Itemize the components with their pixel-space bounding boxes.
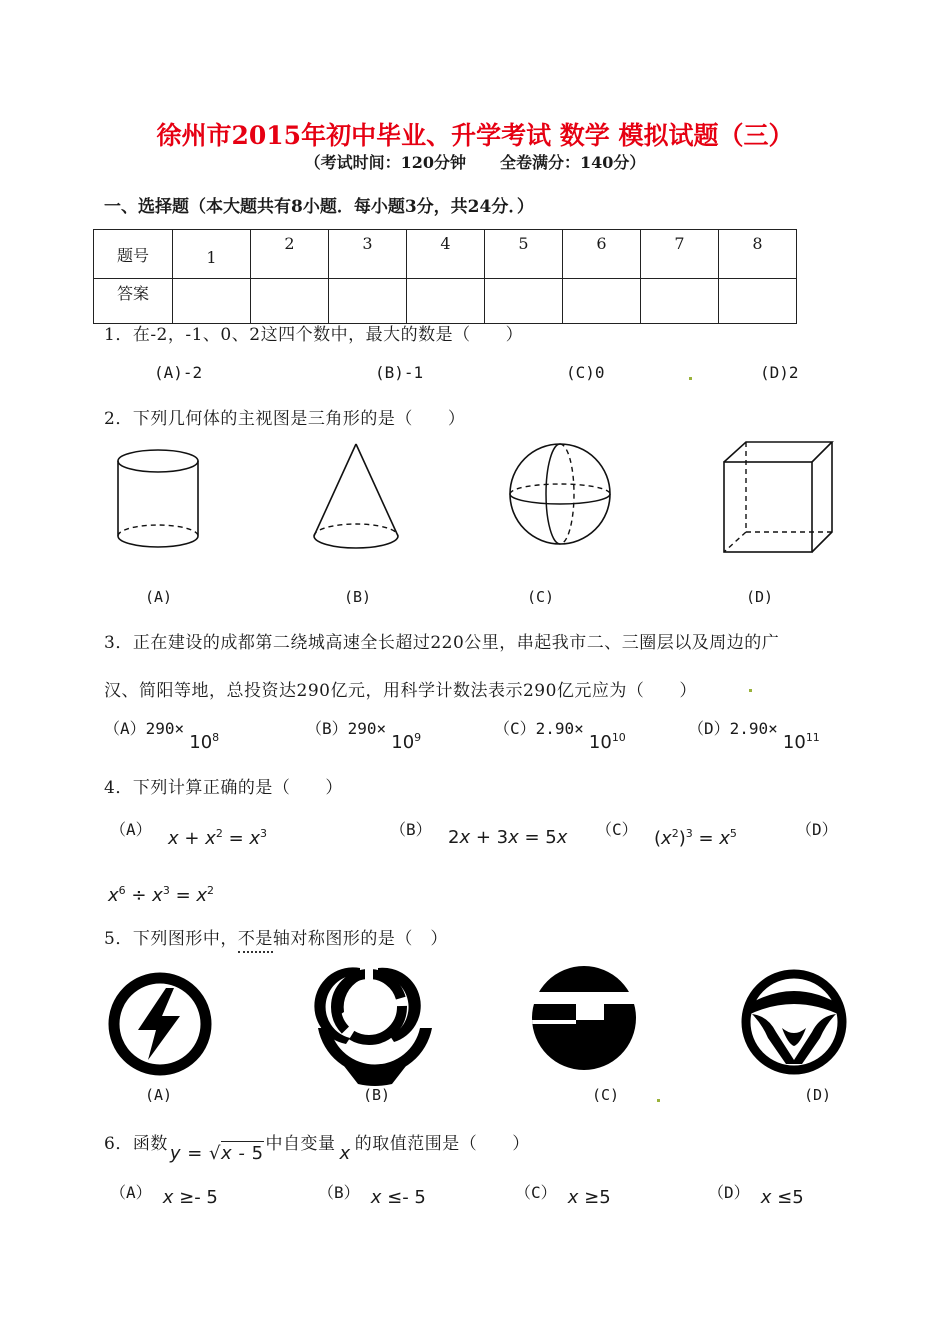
- answer-cell[interactable]: [485, 279, 563, 324]
- q3-option-a-exp: 8: [212, 731, 220, 744]
- cube-figure[interactable]: [720, 440, 840, 558]
- q6-label-d: （D）: [708, 1183, 750, 1202]
- table-cell: 7: [641, 230, 719, 279]
- table-cell: 3: [329, 230, 407, 279]
- q6-answer-c: ≥5: [584, 1187, 611, 1208]
- q1-option-d[interactable]: (D)2: [760, 363, 799, 382]
- answer-cell[interactable]: [719, 279, 797, 324]
- q3-option-c[interactable]: [494, 716, 626, 753]
- q3-option-a-prefix: （A）290×: [104, 719, 185, 738]
- question-3-line-1: 3．正在建设的成都第二绕城高速全长超过220公里，串起我市二、三圈层以及周边的广: [104, 633, 780, 653]
- q6-stem-b: 中自变量: [265, 1134, 336, 1154]
- q3-option-c-base: 10: [588, 732, 612, 753]
- q3-option-c-exp: 10: [611, 731, 626, 744]
- exam-time: （考试时间：120分钟: [304, 153, 466, 172]
- q3-option-c-prefix: （C）2.90×: [494, 719, 584, 738]
- table-row: [94, 279, 797, 324]
- q3-option-a-base: 10: [189, 732, 213, 753]
- answer-cell[interactable]: [329, 279, 407, 324]
- q3-option-d[interactable]: [688, 716, 820, 753]
- q5-label-a[interactable]: (A): [145, 1086, 173, 1104]
- answer-table: [93, 229, 797, 324]
- q6-stem-c: 的取值范围是（ ）: [354, 1134, 530, 1154]
- table-cell: 2: [251, 230, 329, 279]
- section-heading: 一、选择题（本大题共有8小题．每小题3分，共24分．）: [104, 197, 534, 217]
- q5-label-b[interactable]: (B): [363, 1086, 391, 1104]
- q6-option-c[interactable]: （C） x ≥5: [515, 1183, 611, 1208]
- q6-variable: x: [339, 1143, 351, 1164]
- table-cell: 题号: [94, 230, 173, 279]
- answer-cell[interactable]: [173, 279, 251, 324]
- question-6-stem: [104, 1129, 530, 1164]
- q6-label-a: （A）: [110, 1183, 152, 1202]
- answer-cell[interactable]: [407, 279, 485, 324]
- q3-option-b-prefix: （B）290×: [306, 719, 387, 738]
- table-row: [94, 230, 797, 279]
- q4-label-b[interactable]: （B）: [390, 820, 432, 839]
- page-title: 徐州市2015年初中毕业、升学考试 数学 模拟试题（三）: [156, 121, 794, 150]
- sphere-figure[interactable]: [506, 440, 616, 550]
- q3-option-b-base: 10: [391, 732, 415, 753]
- q5-stem-c: 轴对称图形的是（ ）: [272, 929, 448, 949]
- q6-function: y = √x - 5: [169, 1143, 264, 1164]
- q6-label-b: （B）: [318, 1183, 360, 1202]
- q3-option-a[interactable]: [104, 716, 220, 753]
- q4-formula-d: $x^6 \div x^3 = x^2$: [108, 884, 215, 906]
- q6-answer-b: ≤- 5: [387, 1187, 426, 1208]
- stray-dot: [689, 377, 692, 380]
- q1-option-a[interactable]: (A)-2: [154, 363, 203, 382]
- q1-option-b[interactable]: (B)-1: [375, 363, 424, 382]
- answer-cell[interactable]: [563, 279, 641, 324]
- q4-label-a[interactable]: （A）: [110, 820, 152, 839]
- exam-score: 全卷满分：140分）: [500, 153, 646, 172]
- q4-label-c[interactable]: （C）: [596, 820, 638, 839]
- table-cell: 1: [173, 230, 251, 279]
- q3-option-d-prefix: （D）2.90×: [688, 719, 778, 738]
- table-cell: 4: [407, 230, 485, 279]
- answer-cell[interactable]: [251, 279, 329, 324]
- q4-label-d[interactable]: （D）: [796, 820, 838, 839]
- ring-logo-icon[interactable]: [316, 966, 436, 1088]
- q2-label-d[interactable]: (D): [746, 588, 774, 606]
- q3-option-d-base: 10: [782, 732, 806, 753]
- table-cell: 6: [563, 230, 641, 279]
- q3-option-b[interactable]: [306, 716, 422, 753]
- q3-option-b-exp: 9: [414, 731, 422, 744]
- exam-info: [0, 150, 950, 173]
- q5-label-c[interactable]: (C): [592, 1086, 620, 1104]
- q1-option-c[interactable]: (C)0: [566, 363, 605, 382]
- answer-cell[interactable]: [641, 279, 719, 324]
- q2-label-b[interactable]: (B): [344, 588, 372, 606]
- q6-option-a[interactable]: （A） x ≥- 5: [110, 1183, 218, 1208]
- cylinder-figure[interactable]: [110, 444, 210, 556]
- cone-figure[interactable]: [308, 440, 408, 560]
- stray-dot: [749, 689, 752, 692]
- question-5-stem: [104, 924, 448, 949]
- question-2-stem: 2．下列几何体的主视图是三角形的是（ ）: [104, 409, 466, 429]
- q6-answer-a: ≥- 5: [179, 1187, 218, 1208]
- q2-label-c[interactable]: (C): [527, 588, 555, 606]
- q5-label-d[interactable]: (D): [804, 1086, 832, 1104]
- question-3-line-2: 汉、简阳等地，总投资达290亿元，用科学计数法表示290亿元应为（ ）: [104, 681, 697, 701]
- q2-label-a[interactable]: (A): [145, 588, 173, 606]
- q6-answer-d: ≤5: [777, 1187, 804, 1208]
- lightning-logo-icon[interactable]: [104, 968, 216, 1080]
- table-cell: 8: [719, 230, 797, 279]
- q6-label-c: （C）: [515, 1183, 557, 1202]
- split-circle-logo-icon[interactable]: [528, 962, 640, 1074]
- stray-dot: [657, 1099, 660, 1102]
- table-cell: 5: [485, 230, 563, 279]
- q4-formula-b: 2x + 3x = 5x: [448, 827, 568, 848]
- question-4-stem: 4．下列计算正确的是（ ）: [104, 778, 343, 798]
- question-1-stem: 1．在-2，-1、0、2这四个数中，最大的数是（ ）: [104, 325, 524, 345]
- q3-option-d-exp: 11: [805, 731, 820, 744]
- q6-option-d[interactable]: （D） x ≤5: [708, 1183, 804, 1208]
- table-cell: 答案: [94, 279, 173, 324]
- q6-option-b[interactable]: （B） x ≤- 5: [318, 1183, 426, 1208]
- q6-stem-a: 6．函数: [104, 1134, 168, 1154]
- v-emblem-logo-icon[interactable]: [738, 966, 850, 1078]
- q5-stem-emphasis: 不是: [238, 929, 273, 953]
- q5-stem-a: 5．下列图形中，: [104, 929, 238, 949]
- q4-formula-c: $(x^2)^3 = x^5$: [654, 827, 737, 849]
- q4-formula-a: $x + x^2 = x^3$: [168, 827, 268, 849]
